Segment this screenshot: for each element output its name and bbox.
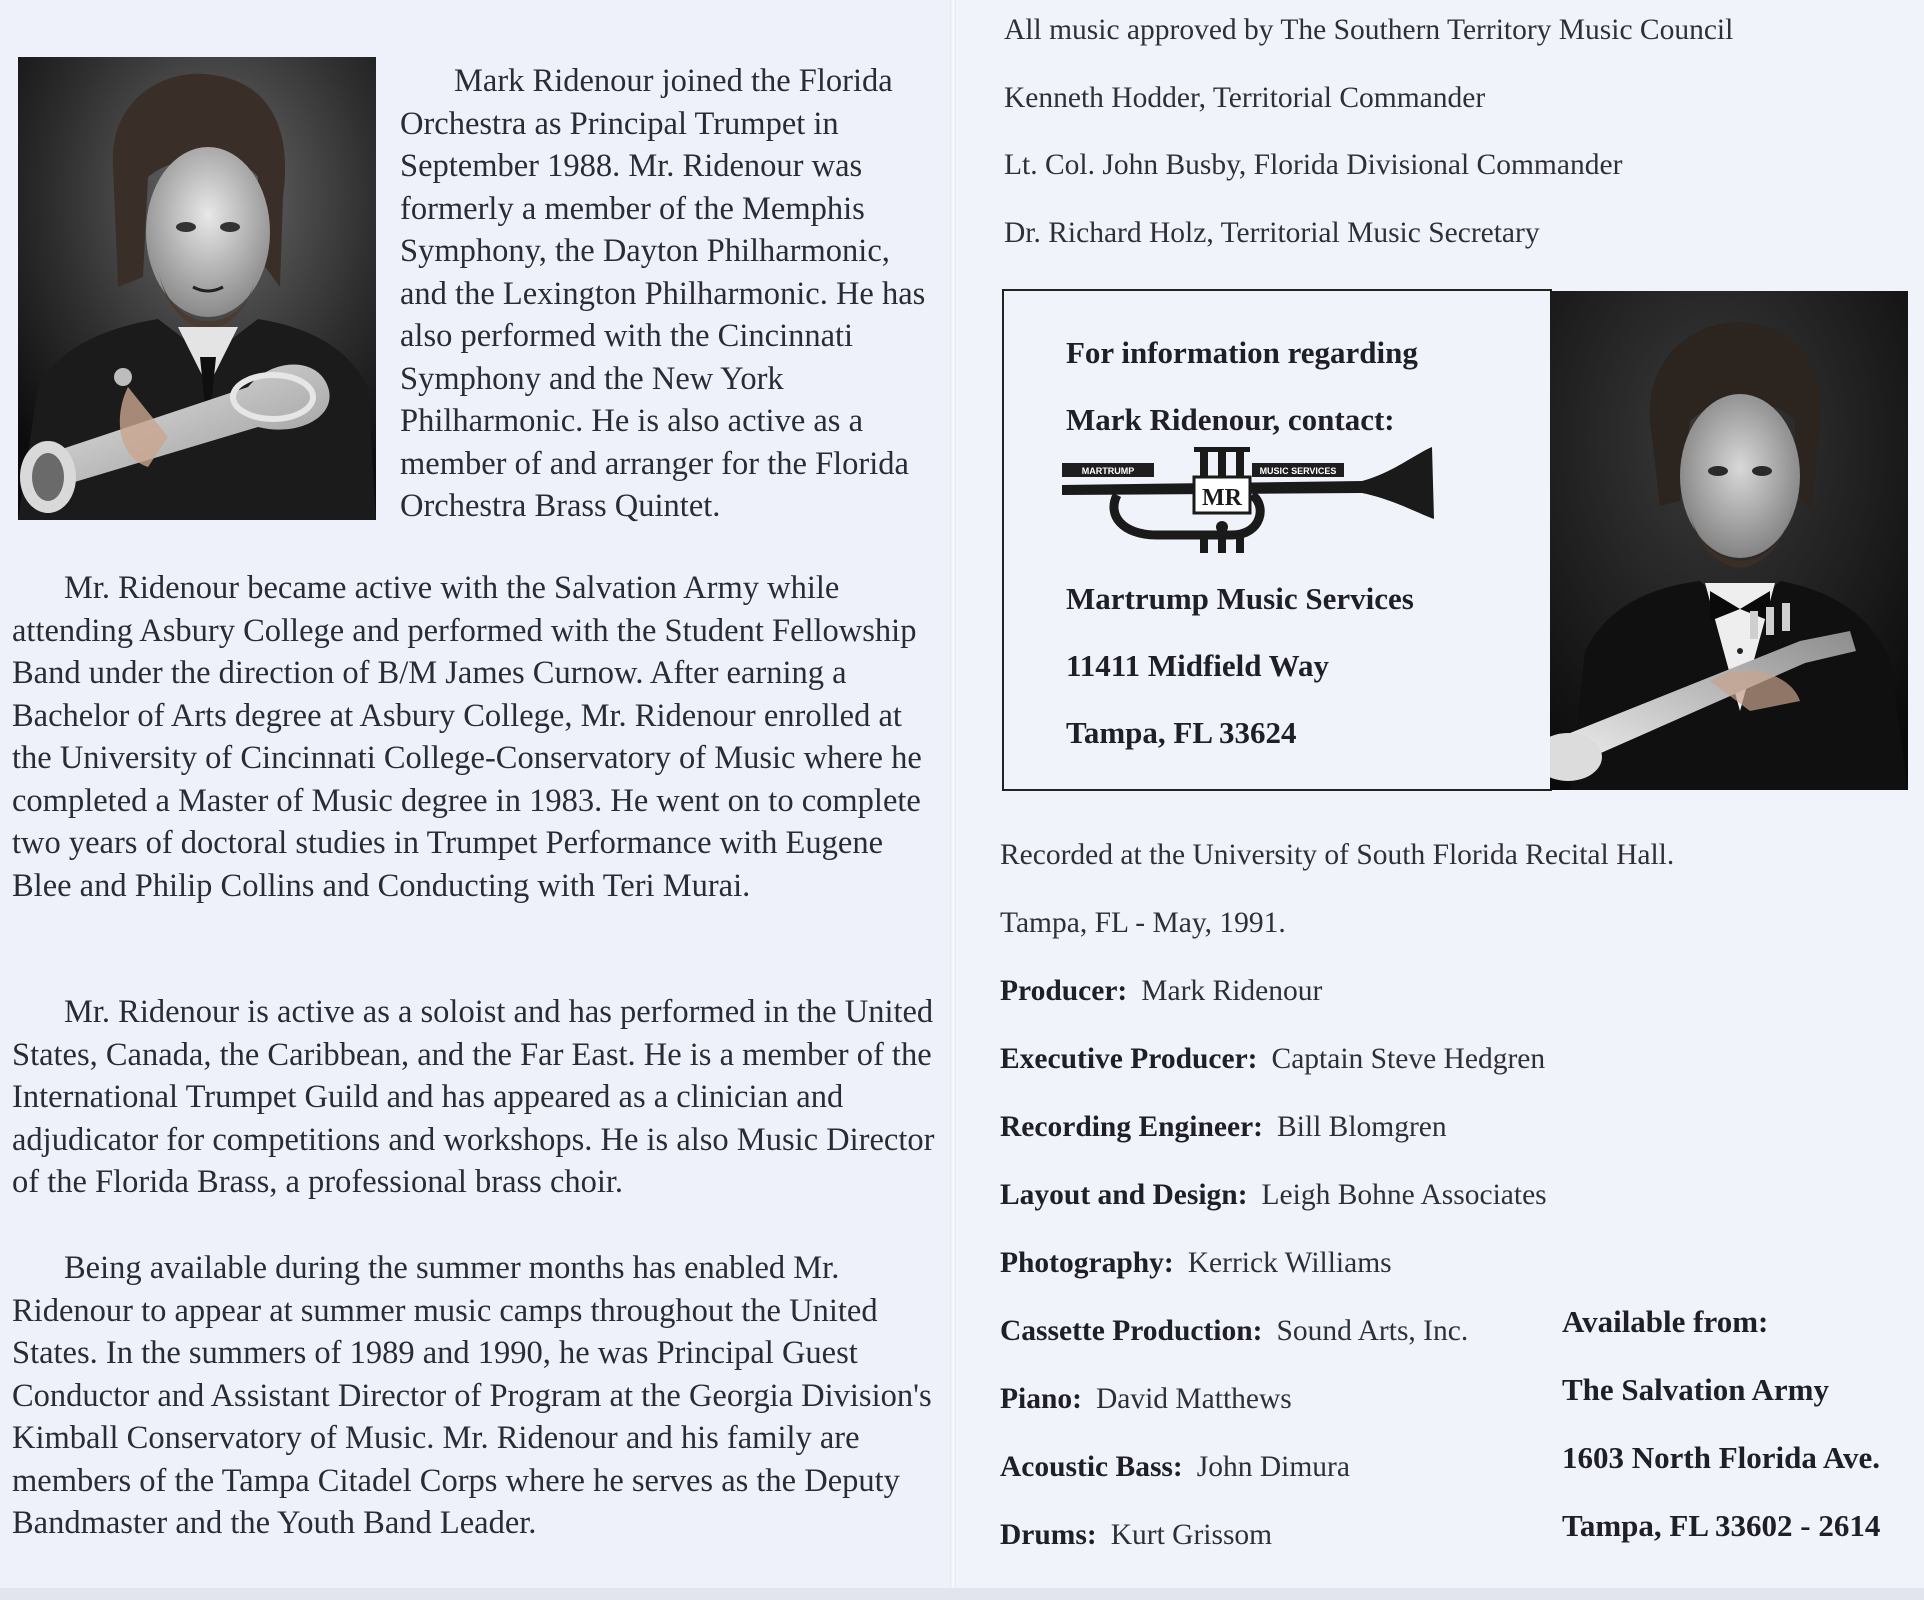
contact-intro: For information regarding <box>1066 335 1418 370</box>
credit-role: Layout and Design: <box>1000 1179 1248 1211</box>
credit-role: Piano: <box>1000 1383 1082 1415</box>
company-street: 11411 Midfield Way <box>1066 648 1329 683</box>
available-org: The Salvation Army <box>1562 1372 1829 1407</box>
credit-recording-engineer <box>1000 1111 1447 1144</box>
contact-name: Mark Ridenour, contact: <box>1066 402 1395 437</box>
portrait-with-cornet <box>18 57 376 520</box>
credit-name: Leigh Bohne Associates <box>1261 1179 1547 1211</box>
bio-paragraph-2: Mr. Ridenour became active with the Salvation Army while attending Asbury College and performed with the Student Fellowship Band under the direction of B/M James Curnow. After earning a Bachelor of Arts degree at Asbury College, Mr. Ridenour enrolled at the University of Cincinnati College-Conservatory of Music where he completed a Master of Music degree in 1983. He went on to complete two years of doctoral studies in Trumpet Performance with Eugene Blee and Philip Collins and Conducting with Teri Murai. <box>12 570 922 904</box>
credit-layout-design <box>1000 1179 1547 1212</box>
credit-executive-producer <box>1000 1043 1545 1076</box>
credit-cassette-production <box>1000 1315 1468 1348</box>
logo-left-text: MARTRUMP <box>1081 466 1135 476</box>
martrump-logo <box>1062 443 1442 563</box>
territorial-commander: Kenneth Hodder, Territorial Commander <box>1004 82 1486 114</box>
credit-name: Kerrick Williams <box>1187 1247 1392 1279</box>
recording-location: Recorded at the University of South Florida Recital Hall. <box>1000 839 1675 871</box>
logo-mark-text: MR <box>1202 485 1242 511</box>
credit-acoustic-bass <box>1000 1451 1350 1484</box>
contact-box <box>1002 289 1552 791</box>
credit-role: Drums: <box>1000 1519 1097 1551</box>
credit-role: Cassette Production: <box>1000 1315 1263 1347</box>
available-street: 1603 North Florida Ave. <box>1562 1440 1881 1475</box>
company-city: Tampa, FL 33624 <box>1066 715 1297 750</box>
credit-name: Kurt Grissom <box>1110 1519 1273 1551</box>
bio-paragraph-4: Being available during the summer months has enabled Mr. Ridenour to appear at summer music camps throughout the United States. In the summers of 1989 and 1990, he was Principal Guest Conductor and Assistant Director of Program at the Georgia Division's Kimball Conservatory of Music. Mr. Ridenour and his family are members of the Tampa Citadel Corps where he serves as the Deputy Bandmaster and the Youth Band Leader. <box>12 1250 932 1541</box>
portrait-tuxedo-trumpet <box>1550 291 1908 790</box>
credit-name: Captain Steve Hedgren <box>1271 1043 1546 1075</box>
credit-role: Recording Engineer: <box>1000 1111 1264 1143</box>
credit-name: Bill Blomgren <box>1277 1111 1447 1143</box>
credit-name: Mark Ridenour <box>1141 975 1323 1007</box>
available-city: Tampa, FL 33602 - 2614 <box>1562 1508 1881 1543</box>
music-secretary: Dr. Richard Holz, Territorial Music Secretary <box>1004 217 1540 249</box>
bottom-edge <box>0 1588 1924 1600</box>
credit-role: Photography: <box>1000 1247 1174 1279</box>
credit-name: Sound Arts, Inc. <box>1276 1315 1469 1347</box>
bio-paragraph-3: Mr. Ridenour is active as a soloist and has performed in the United States, Canada, the Caribbean, and the Far East. He is a member of the International Trumpet Guild and has appeared as a clinician and adjudicator for competitions and workshops. He is also Music Director of the Florida Brass, a professional brass choir. <box>12 994 935 1200</box>
credit-photography <box>1000 1247 1392 1280</box>
credit-name: John Dimura <box>1196 1451 1350 1483</box>
available-heading: Available from: <box>1562 1304 1769 1339</box>
approval-line: All music approved by The Southern Territory Music Council <box>1004 14 1734 46</box>
credit-drums <box>1000 1519 1272 1552</box>
divisional-commander: Lt. Col. John Busby, Florida Divisional Commander <box>1004 149 1623 181</box>
recording-date: Tampa, FL - May, 1991. <box>1000 907 1286 939</box>
credit-role: Executive Producer: <box>1000 1043 1258 1075</box>
bio-paragraph-1: Mark Ridenour joined the Florida Orchestra as Principal Trumpet in September 1988. Mr. Ridenour was formerly a member of the Memphis Symphony, the Dayton Philharmonic, and the Lexington Philharmonic. He has also performed with the Cincinnati Symphony and the New York Philharmonic. He is also active as a member of and arranger for the Florida Orchestra Brass Quintet. <box>400 63 926 524</box>
credit-piano <box>1000 1383 1292 1416</box>
credit-role: Producer: <box>1000 975 1128 1007</box>
credit-producer <box>1000 975 1322 1008</box>
credit-name: David Matthews <box>1095 1383 1292 1415</box>
company-name: Martrump Music Services <box>1066 581 1414 616</box>
page-fold <box>950 0 956 1600</box>
logo-right-text: MUSIC SERVICES <box>1259 466 1337 476</box>
credit-role: Acoustic Bass: <box>1000 1451 1183 1483</box>
